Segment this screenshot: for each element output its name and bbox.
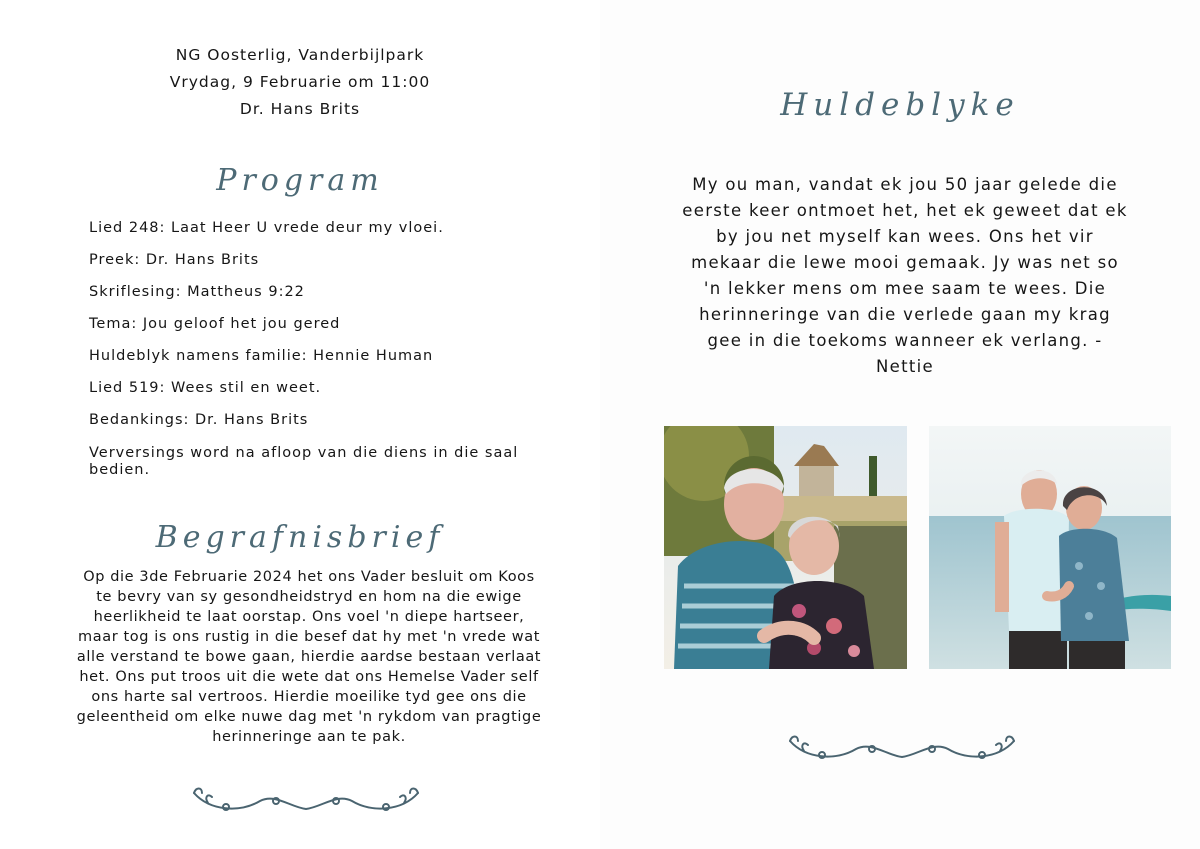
program-item-1: Lied 248: Laat Heer U vrede deur my vloei. — [89, 220, 444, 236]
church-name: NG Oosterlig, Vanderbijlpark — [175, 46, 425, 64]
program-item-3: Skriflesing: Mattheus 9:22 — [89, 284, 305, 300]
program-item-2: Preek: Dr. Hans Brits — [89, 252, 260, 268]
couple-garden-photo — [664, 426, 907, 669]
program-item-5: Huldeblyk namens familie: Hennie Human — [89, 348, 434, 364]
minister-name: Dr. Hans Brits — [239, 100, 361, 118]
couple-beach-photo — [929, 426, 1171, 669]
vine-flourish-icon — [786, 731, 1018, 771]
program-heading: Program — [216, 163, 384, 198]
program-item-7: Bedankings: Dr. Hans Brits — [89, 412, 309, 428]
service-date-time: Vrydag, 9 Februarie om 11:00 — [169, 73, 431, 91]
vine-flourish-icon — [190, 783, 422, 823]
tributes-heading: Huldeblyke — [780, 87, 1020, 123]
right-page — [600, 0, 1200, 849]
program-item-8: Verversings word na afloop van die diens in die saal bedien. — [89, 445, 519, 478]
program-item-6: Lied 519: Wees stil en weet. — [89, 380, 322, 396]
letter-heading: Begrafnisbrief — [155, 520, 445, 555]
tribute-quote: My ou man, vandat ek jou 50 jaar gelede die eerste keer ontmoet het, het ek geweet dat ek by jou net myself kan wees. Ons het vir mekaar die lewe mooi gemaak. Jy was net so 'n lekker mens om mee saam te wees. Die herinneringe van die verlede gaan my krag gee in die toekoms wanneer ek verlang. - Nettie — [682, 175, 1128, 376]
letter-body: Op die 3de Februarie 2024 het ons Vader besluit om Koos te bevry van sy gesondheidstryd en hom na die ewige heerlikheid te laat oorstap. Ons voel 'n diepe hartseer, maar tog is ons rustig in die besef dat hy met 'n vrede wat alle verstand te bowe gaan, hierdie aardse bestaan verlaat het. Ons put troos uit die wete dat ons Hemelse Vader self ons harte sal vertroos. Hierdie moeilike tyd gee ons die geleentheid om elke nuwe dag met 'n rykdom van pragtige herinneringe aan te pak. — [76, 569, 542, 745]
program-item-4: Tema: Jou geloof het jou gered — [89, 316, 341, 332]
